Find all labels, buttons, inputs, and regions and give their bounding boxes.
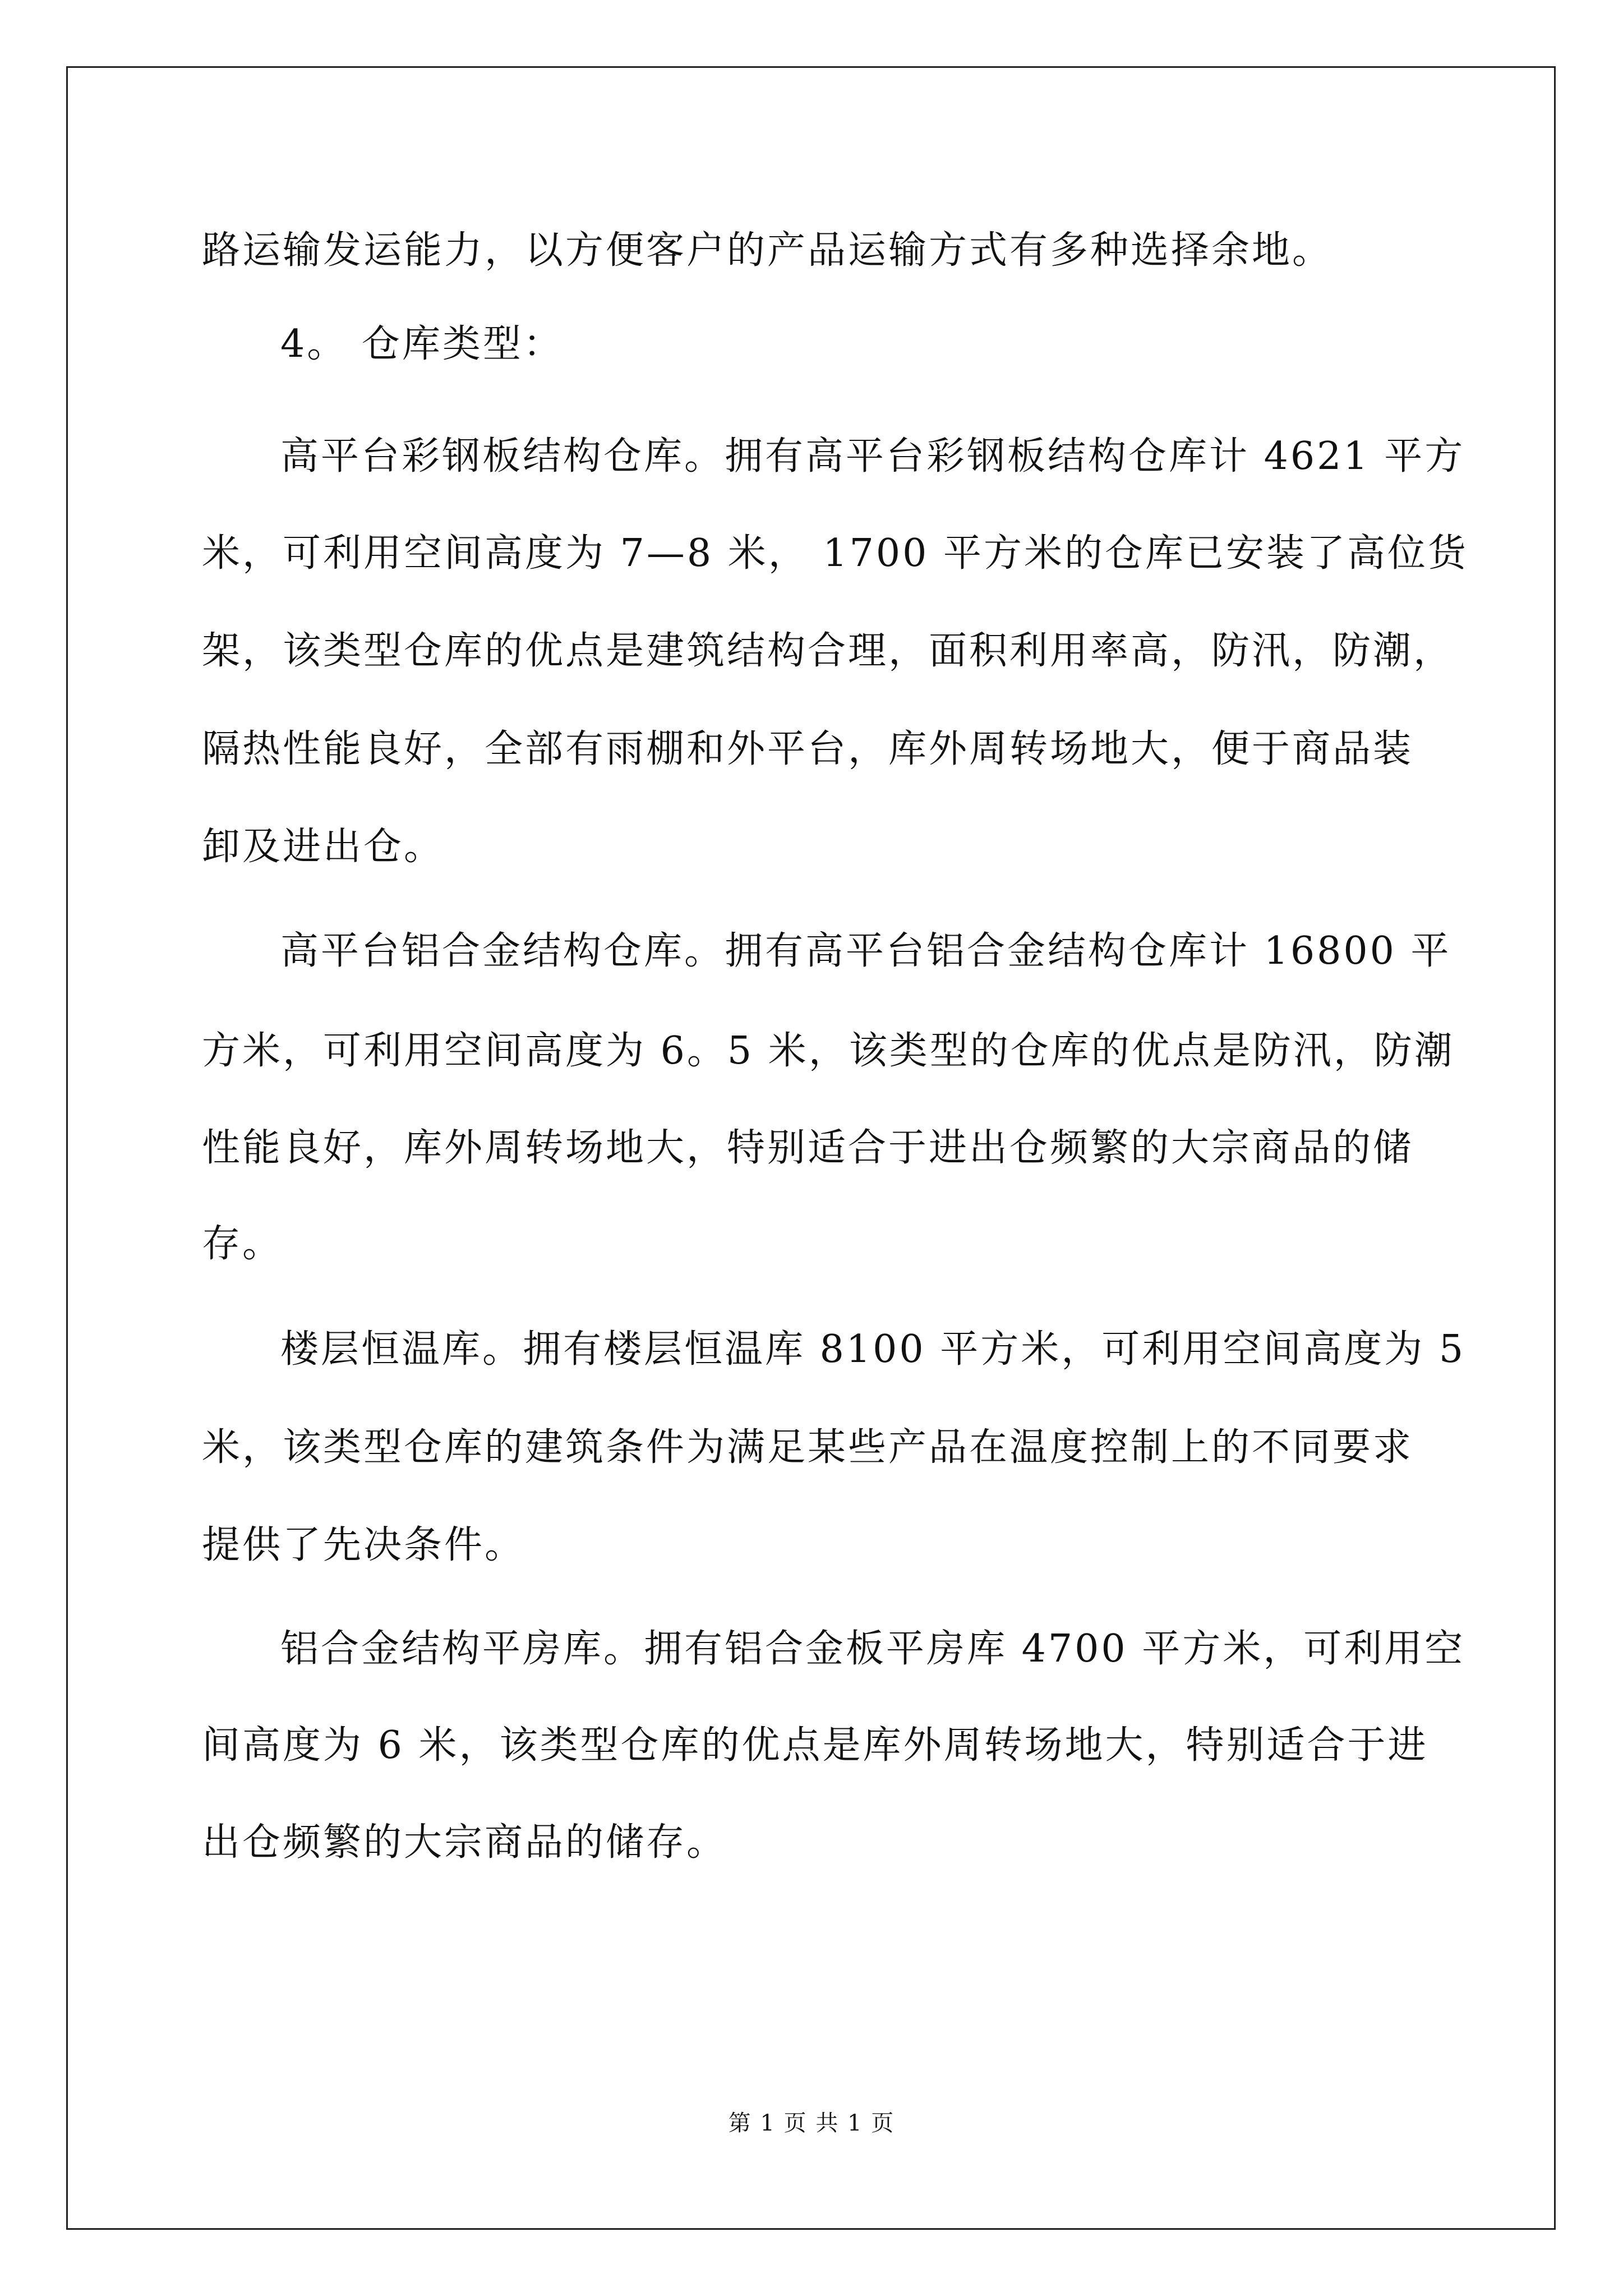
text-line: 出仓频繁的大宗商品的储存。 bbox=[202, 1820, 727, 1865]
text-line: 铝合金结构平房库。拥有铝合金板平房库 4700 平方米，可利用空 bbox=[280, 1627, 1465, 1671]
text-line: 方米，可利用空间高度为 6。5 米，该类型的仓库的优点是防汛，防潮 bbox=[202, 1029, 1455, 1073]
page-footer: 第 1 页 共 1 页 bbox=[728, 2110, 895, 2136]
text-line: 架，该类型仓库的优点是建筑结构合理，面积利用率高，防汛，防潮， bbox=[202, 629, 1454, 673]
text-line: 卸及进出仓。 bbox=[202, 825, 445, 869]
text-line: 米，该类型仓库的建筑条件为满足某些产品在温度控制上的不同要求 bbox=[202, 1425, 1414, 1470]
section-heading: 4。 仓库类型： bbox=[280, 322, 564, 366]
text-line: 存。 bbox=[202, 1222, 283, 1266]
text-line: 路运输发运能力，以方便客户的产品运输方式有多种选择余地。 bbox=[202, 228, 1333, 273]
text-line: 米，可利用空间高度为 7—8 米， 1700 平方米的仓库已安装了高位货 bbox=[202, 531, 1469, 576]
text-line: 高平台彩钢板结构仓库。拥有高平台彩钢板结构仓库计 4621 平方 bbox=[280, 434, 1465, 478]
text-line: 高平台铝合金结构仓库。拥有高平台铝合金结构仓库计 16800 平 bbox=[280, 929, 1451, 973]
text-line: 性能良好，库外周转场地大，特别适合于进出仓频繁的大宗商品的储 bbox=[202, 1126, 1414, 1170]
text-line: 提供了先决条件。 bbox=[202, 1523, 525, 1567]
text-line: 隔热性能良好，全部有雨棚和外平台，库外周转场地大，便于商品装 bbox=[202, 727, 1414, 771]
text-line: 楼层恒温库。拥有楼层恒温库 8100 平方米，可利用空间高度为 5 bbox=[280, 1327, 1466, 1372]
text-line: 间高度为 6 米，该类型仓库的优点是库外周转场地大，特别适合于进 bbox=[202, 1723, 1428, 1768]
